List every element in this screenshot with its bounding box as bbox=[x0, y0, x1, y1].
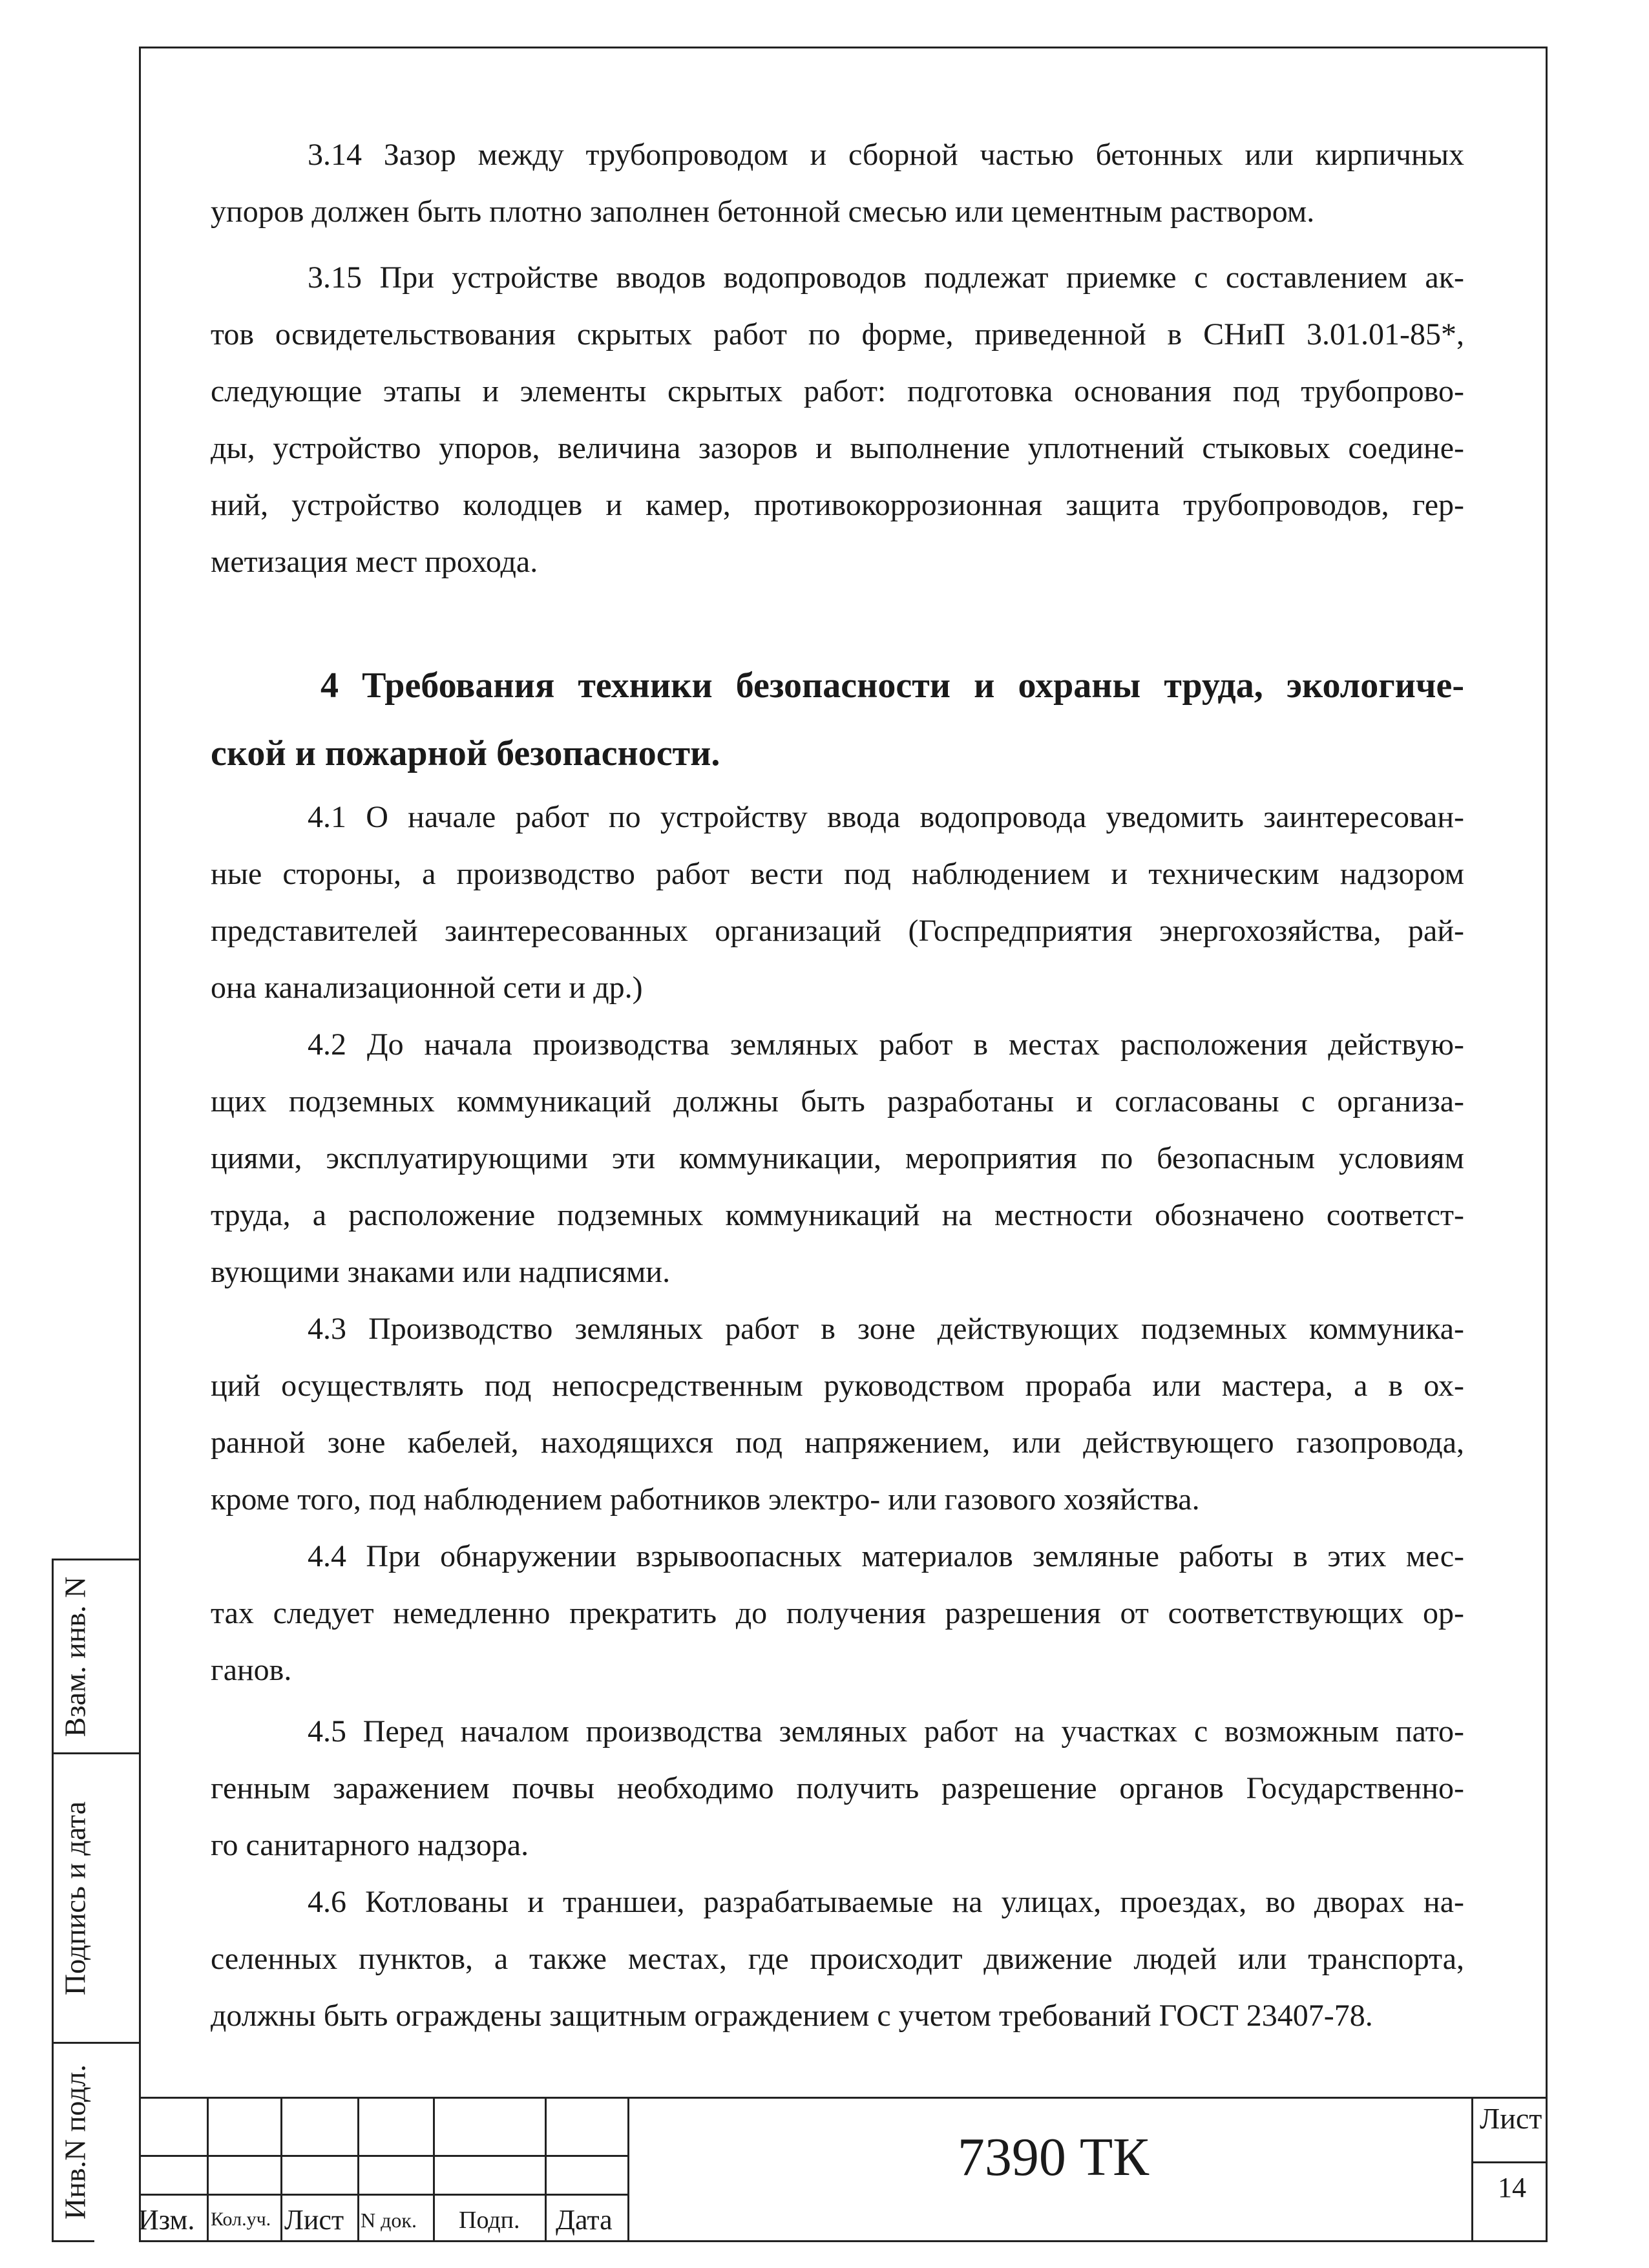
paragraph-line: ные стороны, а производство работ вести под наблюдением и техническим надзором bbox=[211, 857, 1464, 891]
paragraph-line: 3.15 При устройстве вводов водопроводов подлежат приемке с составлением ак- bbox=[308, 260, 1464, 295]
stamp-inv-podl: Инв.N подл. bbox=[58, 2064, 92, 2220]
tb-podp: Подп. bbox=[459, 2207, 520, 2234]
paragraph-line: ганов. bbox=[211, 1653, 292, 1687]
sheet-number: 14 bbox=[1498, 2172, 1526, 2203]
title-block-line bbox=[627, 2097, 629, 2242]
paragraph-line: 3.14 Зазор между трубопроводом и сборной частью бетонных или кирпичных bbox=[308, 138, 1464, 172]
paragraph-line: упоров должен быть плотно заполнен бетонной смесью или цементным раствором. bbox=[211, 194, 1315, 229]
paragraph-line: тах следует немедленно прекратить до получения разрешения от соответствующих ор- bbox=[211, 1596, 1464, 1630]
tb-izm: Изм. bbox=[138, 2204, 195, 2236]
title-block-line bbox=[280, 2097, 282, 2242]
stamp-divider bbox=[94, 1559, 139, 1560]
title-block-line bbox=[139, 2097, 1548, 2099]
tb-data: Дата bbox=[556, 2204, 613, 2236]
paragraph-line: циями, эксплуатирующими эти коммуникации, мероприятия по безопасным условиям bbox=[211, 1141, 1464, 1175]
title-block-line bbox=[1471, 2097, 1473, 2242]
title-block-line bbox=[1471, 2161, 1548, 2163]
paragraph-line: вующими знаками или надписями. bbox=[211, 1255, 671, 1289]
paragraph-line: она канализационной сети и др.) bbox=[211, 971, 643, 1005]
paragraph-line: ды, устройство упоров, величина зазоров и выполнение уплотнений стыковых соедине- bbox=[211, 431, 1464, 465]
tb-kol-uch: Кол.уч. bbox=[211, 2209, 271, 2230]
paragraph-line: го санитарного надзора. bbox=[211, 1828, 529, 1862]
stamp-podpis-data: Подпись и дата bbox=[54, 1754, 96, 2044]
paragraph-line: кроме того, под наблюдением работников электро- или газового хозяйства. bbox=[211, 1482, 1200, 1517]
title-block-line bbox=[433, 2097, 435, 2242]
paragraph-line: ний, устройство колодцев и камер, противокоррозионная защита трубопроводов, гер- bbox=[211, 488, 1464, 522]
side-stamp bbox=[52, 1559, 94, 2242]
paragraph-line: труда, а расположение подземных коммуникаций на местности обозначено соответст- bbox=[211, 1198, 1464, 1232]
title-block-line bbox=[357, 2097, 359, 2242]
paragraph-line: 4.4 При обнаружении взрывоопасных материалов земляные работы в этих мес- bbox=[308, 1539, 1464, 1573]
paragraph-line: ций осуществлять под непосредственным руководством прораба или мастера, а в ох- bbox=[211, 1369, 1464, 1403]
title-block-line bbox=[139, 2194, 627, 2196]
tb-list: Лист bbox=[284, 2204, 344, 2236]
paragraph-line: 4.6 Котлованы и траншеи, разрабатываемые на улицах, проездах, во дворах на- bbox=[308, 1885, 1464, 1919]
paragraph-line: следующие этапы и элементы скрытых работ: подготовка основания под трубопрово- bbox=[211, 374, 1464, 408]
paragraph-line: тов освидетельствования скрытых работ по форме, приведенной в СНиП 3.01.01-85*, bbox=[211, 317, 1464, 352]
paragraph-line: ранной зоне кабелей, находящихся под напряжением, или действующего газопровода, bbox=[211, 1425, 1464, 1460]
paragraph-line: генным заражением почвы необходимо получить разрешение органов Государственно- bbox=[211, 1771, 1464, 1805]
stamp-vzam-inv: Взам. инв. N bbox=[54, 1560, 96, 1754]
tb-n-dok: N док. bbox=[361, 2209, 417, 2232]
paragraph-line: 4.2 До начала производства земляных работ в местах расположения действую- bbox=[308, 1027, 1464, 1062]
stamp-divider bbox=[94, 1752, 139, 1754]
document-code: 7390 ТК bbox=[957, 2127, 1150, 2187]
section-heading: 4 Требования техники безопасности и охраны труда, экологиче- bbox=[320, 666, 1464, 706]
paragraph-line: 4.1 О начале работ по устройству ввода водопровода уведомить заинтересован- bbox=[308, 800, 1464, 834]
title-block-line bbox=[207, 2097, 209, 2242]
stamp-divider bbox=[94, 2042, 139, 2044]
paragraph-line: селенных пунктов, а также местах, где происходит движение людей или транспорта, bbox=[211, 1942, 1464, 1976]
paragraph-line: метизация мест прохода. bbox=[211, 545, 538, 579]
paragraph-line: должны быть ограждены защитным ограждением с учетом требований ГОСТ 23407-78. bbox=[211, 1999, 1373, 2033]
title-block-line bbox=[139, 2155, 627, 2157]
paragraph-line: щих подземных коммуникаций должны быть разработаны и согласованы с организа- bbox=[211, 1084, 1464, 1118]
section-heading: ской и пожарной безопасности. bbox=[211, 733, 720, 773]
paragraph-line: 4.3 Производство земляных работ в зоне действующих подземных коммуника- bbox=[308, 1312, 1464, 1346]
sheet-label: Лист bbox=[1480, 2102, 1542, 2135]
paragraph-line: 4.5 Перед началом производства земляных работ на участках с возможным пато- bbox=[308, 1714, 1464, 1748]
paragraph-line: представителей заинтересованных организаций (Госпредприятия энергохозяйства, рай- bbox=[211, 914, 1464, 948]
title-block-line bbox=[545, 2097, 547, 2242]
